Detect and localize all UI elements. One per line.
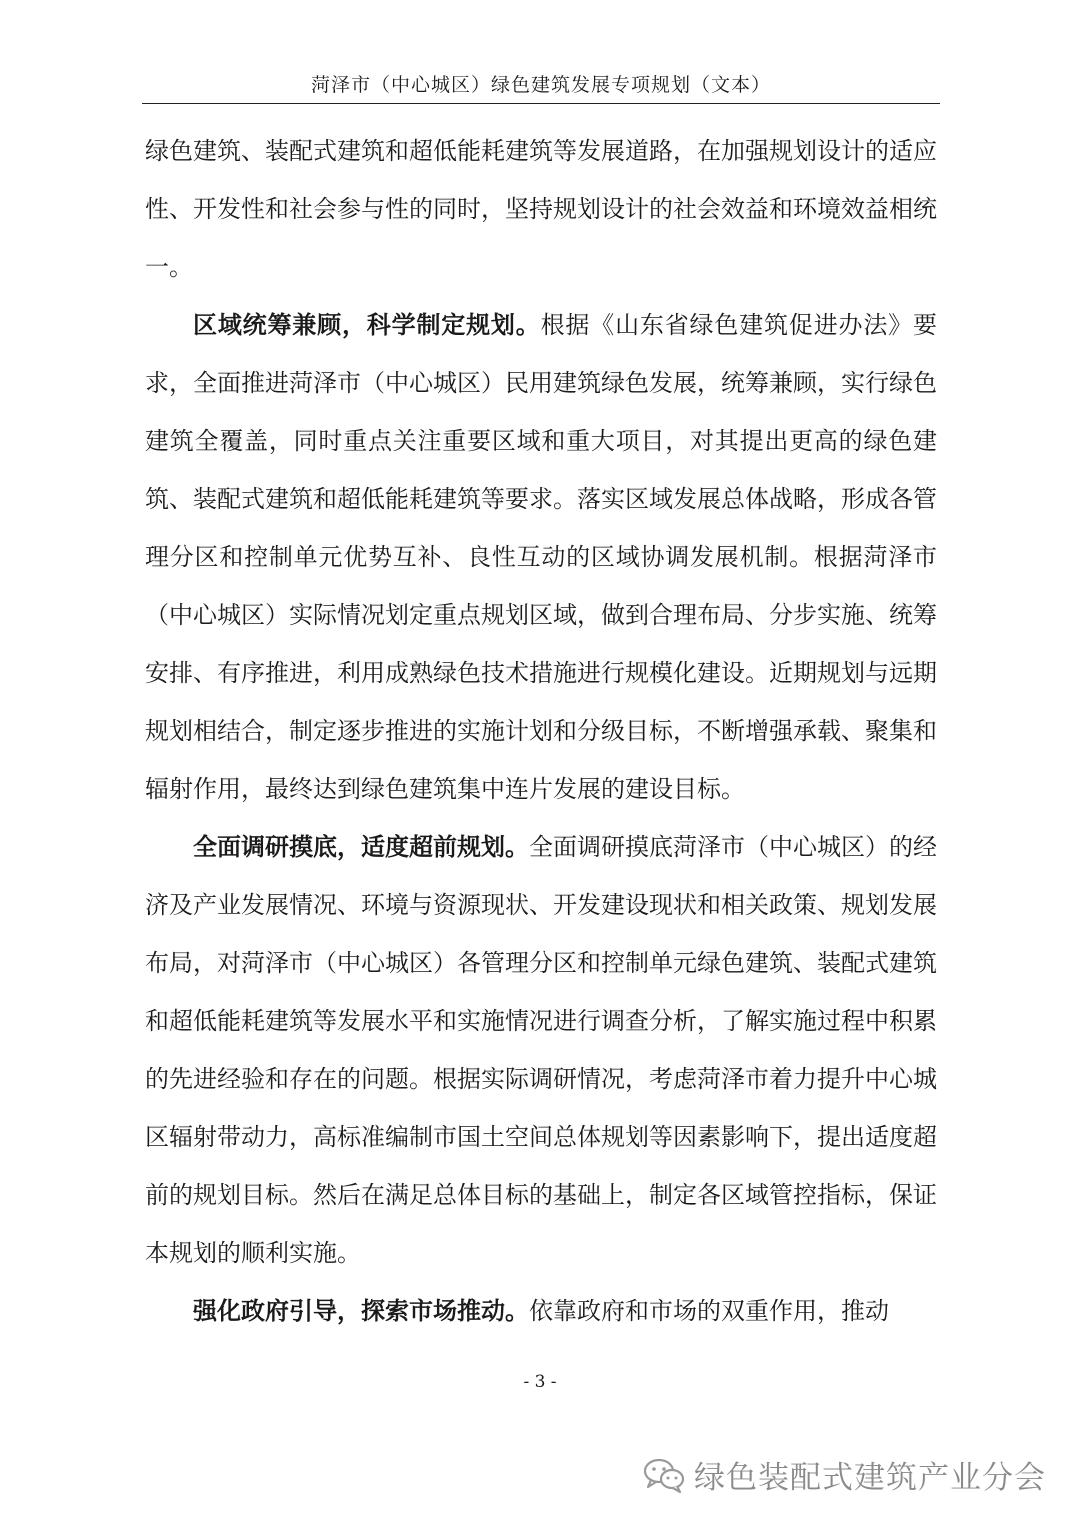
- paragraph-lead: 强化政府引导，探索市场推动。: [193, 1297, 529, 1325]
- paragraph-lead: 区域统筹兼顾，科学制定规划。: [193, 311, 541, 339]
- watermark: [642, 1452, 1046, 1497]
- paragraph-regional-planning: [145, 296, 937, 818]
- paragraph-lead: 全面调研摸底，适度超前规划。: [193, 833, 529, 861]
- paragraph-continuation: [145, 122, 937, 296]
- page-header: [142, 70, 940, 104]
- wechat-icon: [642, 1455, 686, 1495]
- document-title: 菏泽市（中心城区）绿色建筑发展专项规划（文本）: [310, 74, 771, 96]
- page-number: - 3 -: [523, 1372, 557, 1392]
- paragraph-research-planning: [145, 818, 937, 1282]
- paragraph-text: 全面调研摸底菏泽市（中心城区）的经济及产业发展情况、环境与资源现状、开发建设现状和相关政策、规划发展布局，对菏泽市（中心城区）各管理分区和控制单元绿色建筑、装配式建筑和超低能耗建筑等发展水平和实施情况进行调查分析，了解实施过程中积累的先进经验和存在的问题。根据实际调研情况，考虑菏泽市着力提升中心城区辐射带动力，高标准编制市国土空间总体规划等因素影响下，提出适度超前的规划目标。然后在满足总体目标的基础上，制定各区域管控指标，保证本规划的顺利实施。: [145, 833, 937, 1267]
- paragraph-text: 根据《山东省绿色建筑促进办法》要求，全面推进菏泽市（中心城区）民用建筑绿色发展，统筹兼顾，实行绿色建筑全覆盖，同时重点关注重要区域和重大项目，对其提出更高的绿色建筑、装配式建筑和超低能耗建筑等要求。落实区域发展总体战略，形成各管理分区和控制单元优势互补、良性互动的区域协调发展机制。根据菏泽市（中心城区）实际情况划定重点规划区域，做到合理布局、分步实施、统筹安排、有序推进，利用成熟绿色技术措施进行规模化建设。近期规划与远期规划相结合，制定逐步推进的实施计划和分级目标，不断增强承载、聚集和辐射作用，最终达到绿色建筑集中连片发展的建设目标。: [145, 311, 938, 803]
- paragraph-text: 绿色建筑、装配式建筑和超低能耗建筑等发展道路，在加强规划设计的适应性、开发性和社会参与性的同时，坚持规划设计的社会效益和环境效益相统一。: [145, 137, 937, 281]
- watermark-text: 绿色装配式建筑产业分会: [694, 1460, 1046, 1496]
- paragraph-text: 依靠政府和市场的双重作用，推动: [529, 1297, 889, 1325]
- document-body: [145, 122, 937, 1340]
- paragraph-government-guidance: [145, 1282, 937, 1340]
